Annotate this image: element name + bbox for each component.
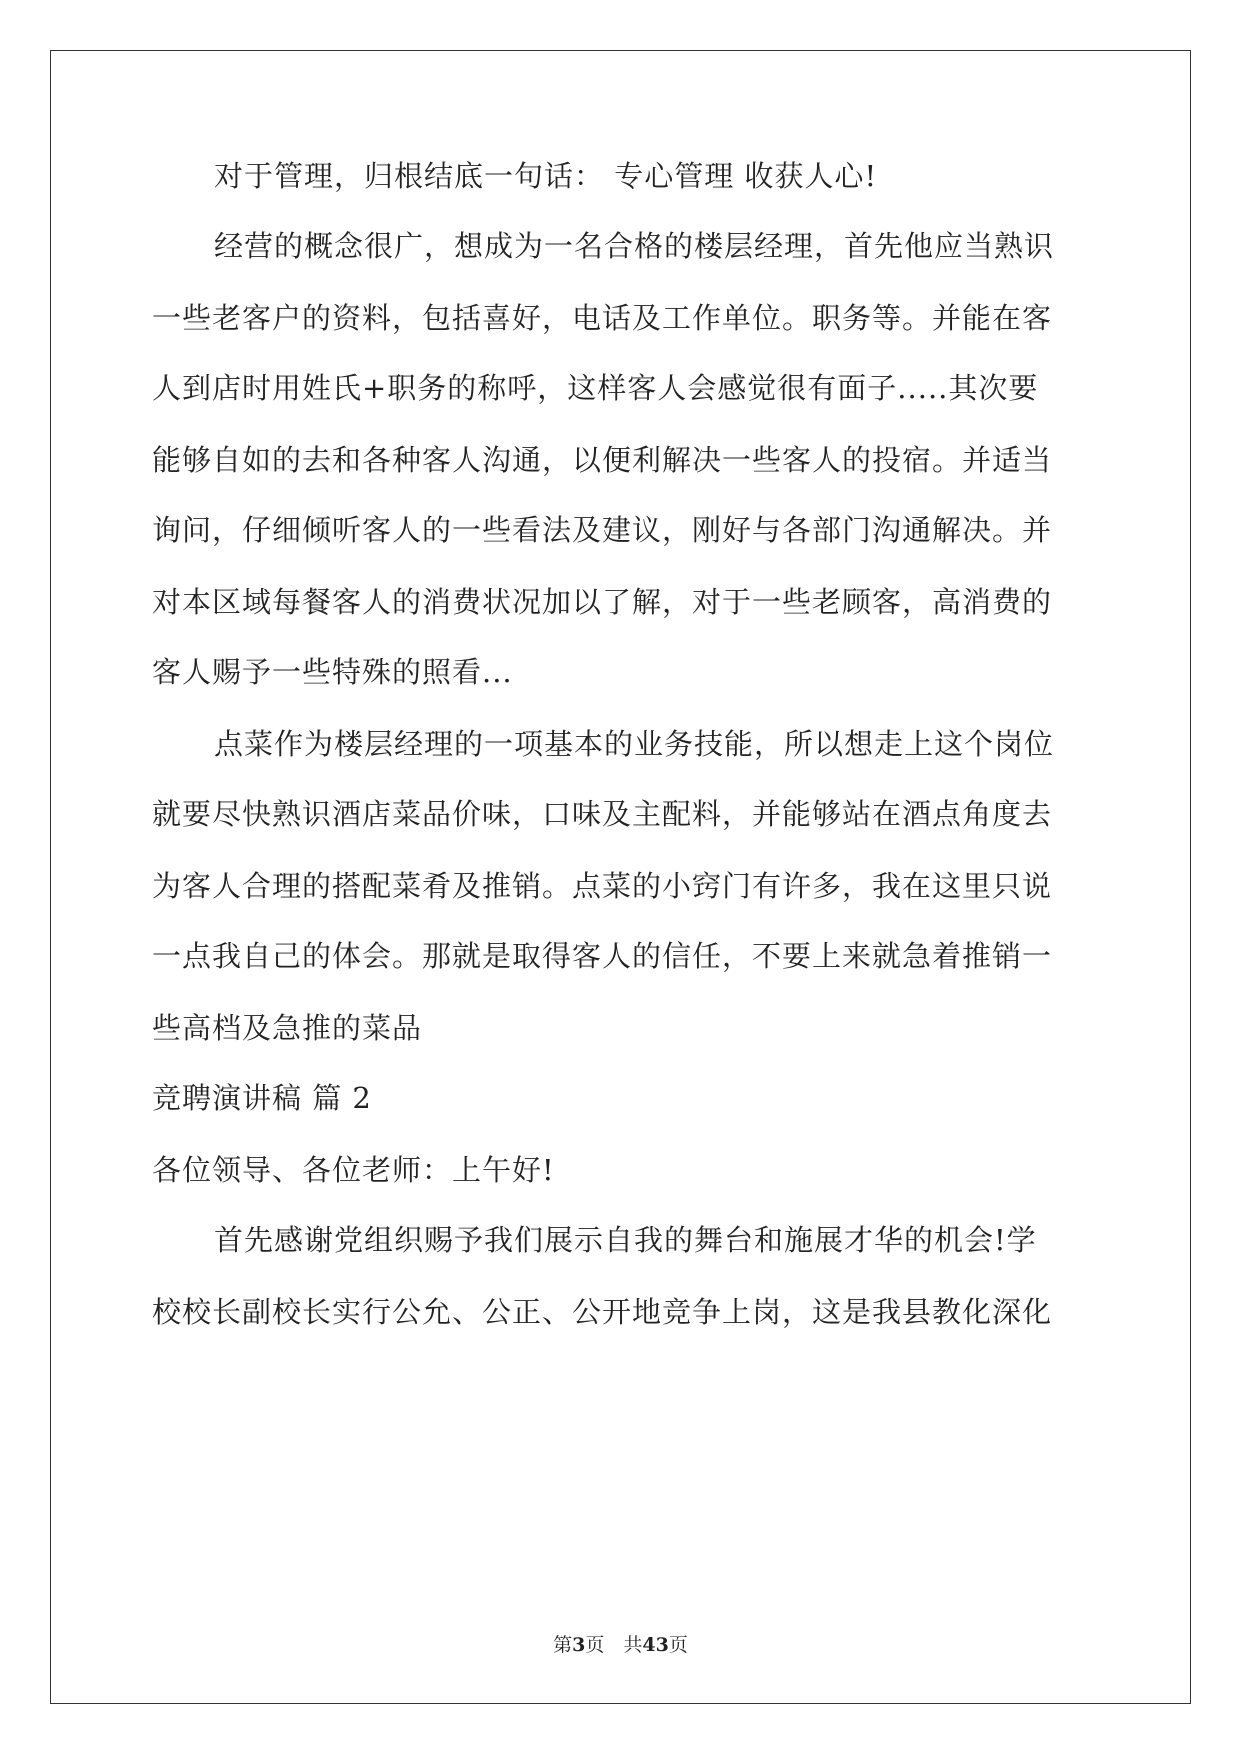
paragraph-line: 点菜作为楼层经理的一项基本的业务技能，所以想走上这个岗位 (214, 727, 1055, 761)
paragraph-line: 人到店时用姓氏+职务的称呼，这样客人会感觉很有面子.....其次要 (152, 371, 1039, 405)
paragraph-line: 首先感谢党组织赐予我们展示自我的舞台和施展才华的机会!学 (214, 1223, 1037, 1257)
paragraph-line: 经营的概念很广，想成为一名合格的楼层经理，首先他应当熟识 (214, 229, 1055, 263)
paragraph-line: 客人赐予一些特殊的照看... (152, 655, 513, 689)
paragraph-line: 对于管理，归根结底一句话： 专心管理 收获人心! (214, 159, 878, 193)
page-footer (0, 1630, 1241, 1657)
salutation: 各位领导、各位老师：上午好! (152, 1153, 555, 1187)
paragraph-line: 就要尽快熟识酒店菜品价味，口味及主配料，并能够站在酒点角度去 (152, 797, 1053, 831)
paragraph-line: 一点我自己的体会。那就是取得客人的信任，不要上来就急着推销一 (152, 939, 1053, 973)
paragraph-line: 些高档及急推的菜品 (152, 1011, 423, 1045)
paragraph-line: 询问，仔细倾听客人的一些看法及建议，刚好与各部门沟通解决。并 (152, 513, 1053, 547)
section-heading: 竞聘演讲稿 篇 2 (152, 1081, 372, 1115)
paragraph-line: 能够自如的去和各种客人沟通，以便利解决一些客人的投宿。并适当 (152, 443, 1053, 477)
paragraph-line: 一些老客户的资料，包括喜好，电话及工作单位。职务等。并能在客 (152, 301, 1053, 335)
paragraph-line: 校校长副校长实行公允、公正、公开地竞争上岗，这是我县教化深化 (152, 1295, 1053, 1329)
footer-suffix: 页 (668, 1634, 688, 1656)
paragraph-line: 为客人合理的搭配菜肴及推销。点菜的小窍门有许多，我在这里只说 (152, 869, 1053, 903)
footer-prefix: 第 (553, 1634, 573, 1656)
footer-total-pages: 43 (642, 1634, 669, 1656)
paragraph-line: 对本区域每餐客人的消费状况加以了解，对于一些老顾客，高消费的 (152, 585, 1053, 619)
footer-page-number: 3 (572, 1634, 586, 1656)
footer-mid: 页 共 (585, 1634, 643, 1656)
